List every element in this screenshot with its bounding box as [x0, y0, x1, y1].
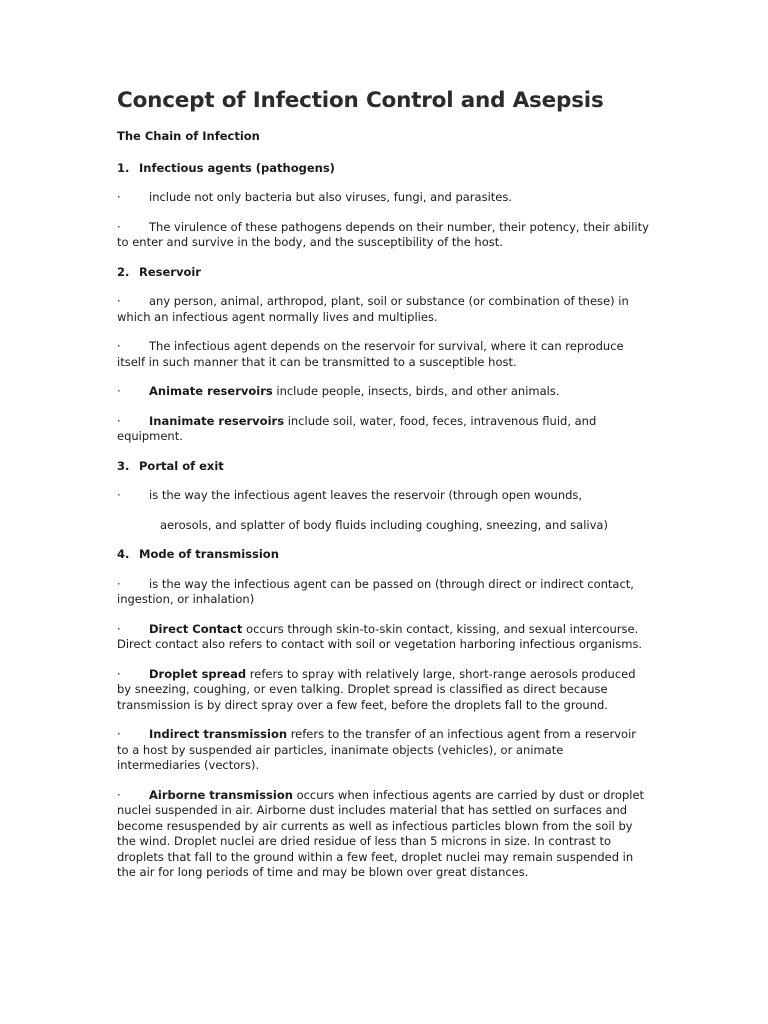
- list-item: · Droplet spread refers to spray with relatively large, short-range aerosols produced by sneezing, coughing, or even talking. Droplet spread is classified as direct because transmission is by direct spray over a few feet, before the droplets fall to the ground.: [117, 666, 636, 712]
- section-number: 3.: [117, 458, 130, 473]
- bullet-icon: ·: [117, 190, 121, 204]
- section-heading-1: [117, 161, 650, 177]
- term: Indirect transmission: [149, 727, 288, 741]
- bullet-icon: ·: [117, 727, 121, 741]
- section-number: 2.: [117, 264, 130, 279]
- list-item: · The virulence of these pathogens depends on their number, their potency, their ability to enter and survive in the body, and the susceptibility of the host.: [117, 219, 649, 249]
- term: Animate reservoirs: [149, 384, 273, 398]
- bullet-icon: ·: [117, 666, 121, 681]
- list-item-continuation: aerosols, and splatter of body fluids including coughing, sneezing, and saliva): [160, 517, 608, 532]
- list-item: · Indirect transmission refers to the transfer of an infectious agent from a reservoir to a host by suspended air particles, inanimate objects (vehicles), or animate intermediaries (vectors).: [117, 727, 636, 772]
- list-item: · Animate reservoirs include people, insects, birds, and other animals.: [117, 384, 560, 398]
- bullet-icon: ·: [117, 294, 121, 308]
- document-title: Concept of Infection Control and Asepsis: [117, 88, 604, 113]
- section-subtitle: The Chain of Infection: [117, 129, 260, 143]
- section-heading-text: Portal of exit: [139, 458, 224, 473]
- bullet-icon: ·: [117, 413, 121, 428]
- bullet-icon: ·: [117, 339, 121, 353]
- section-heading-text: Infectious agents (pathogens): [139, 160, 335, 175]
- list-item: · is the way the infectious agent can be passed on (through direct or indirect contact, ingestion, or inhalation): [117, 576, 634, 606]
- list-item: · is the way the infectious agent leaves the reservoir (through open wounds,: [117, 488, 583, 502]
- section-heading-text: Reservoir: [139, 264, 201, 279]
- term: Droplet spread: [149, 666, 247, 681]
- section-heading-2: [117, 265, 650, 281]
- bullet-icon: ·: [117, 787, 121, 802]
- section-number: 4.: [117, 547, 130, 561]
- list-item: · any person, animal, arthropod, plant, soil or substance (or combination of these) in which an infectious agent normally lives and multiplies.: [117, 294, 629, 324]
- list-item: · include not only bacteria but also viruses, fungi, and parasites.: [117, 190, 512, 204]
- list-item: · Airborne transmission occurs when infectious agents are carried by dust or droplet nuclei suspended in air. Airborne dust includes material that has settled on surfaces and become resuspended by air currents as well as infectious particles blown from the soil by the wind. Droplet nuclei are dried residue of less than 5 microns in size. In contrast to droplets that fall to the ground within a few feet, droplet nuclei may remain suspended in the air for long periods of time and may be blown over great distances.: [117, 787, 645, 879]
- section-heading-3: [117, 459, 650, 475]
- term: Direct Contact: [149, 621, 243, 636]
- term: Airborne transmission: [149, 787, 293, 802]
- section-number: 1.: [117, 160, 130, 175]
- bullet-icon: ·: [117, 488, 121, 502]
- bullet-icon: ·: [117, 576, 121, 591]
- list-item: · The infectious agent depends on the reservoir for survival, where it can reproduce itself in such manner that it can be transmitted to a susceptible host.: [117, 339, 624, 369]
- bullet-icon: ·: [117, 219, 121, 234]
- list-item: · Inanimate reservoirs include soil, water, food, feces, intravenous fluid, and equipment.: [117, 413, 597, 443]
- bullet-icon: ·: [117, 384, 121, 398]
- section-heading-text: Mode of transmission: [139, 547, 279, 561]
- section-heading-4: [117, 547, 650, 563]
- term: Inanimate reservoirs: [149, 413, 285, 428]
- bullet-icon: ·: [117, 621, 121, 636]
- list-item: · Direct Contact occurs through skin-to-skin contact, kissing, and sexual intercourse. Direct contact also refers to contact with soil or vegetation harboring infectious organisms.: [117, 621, 643, 651]
